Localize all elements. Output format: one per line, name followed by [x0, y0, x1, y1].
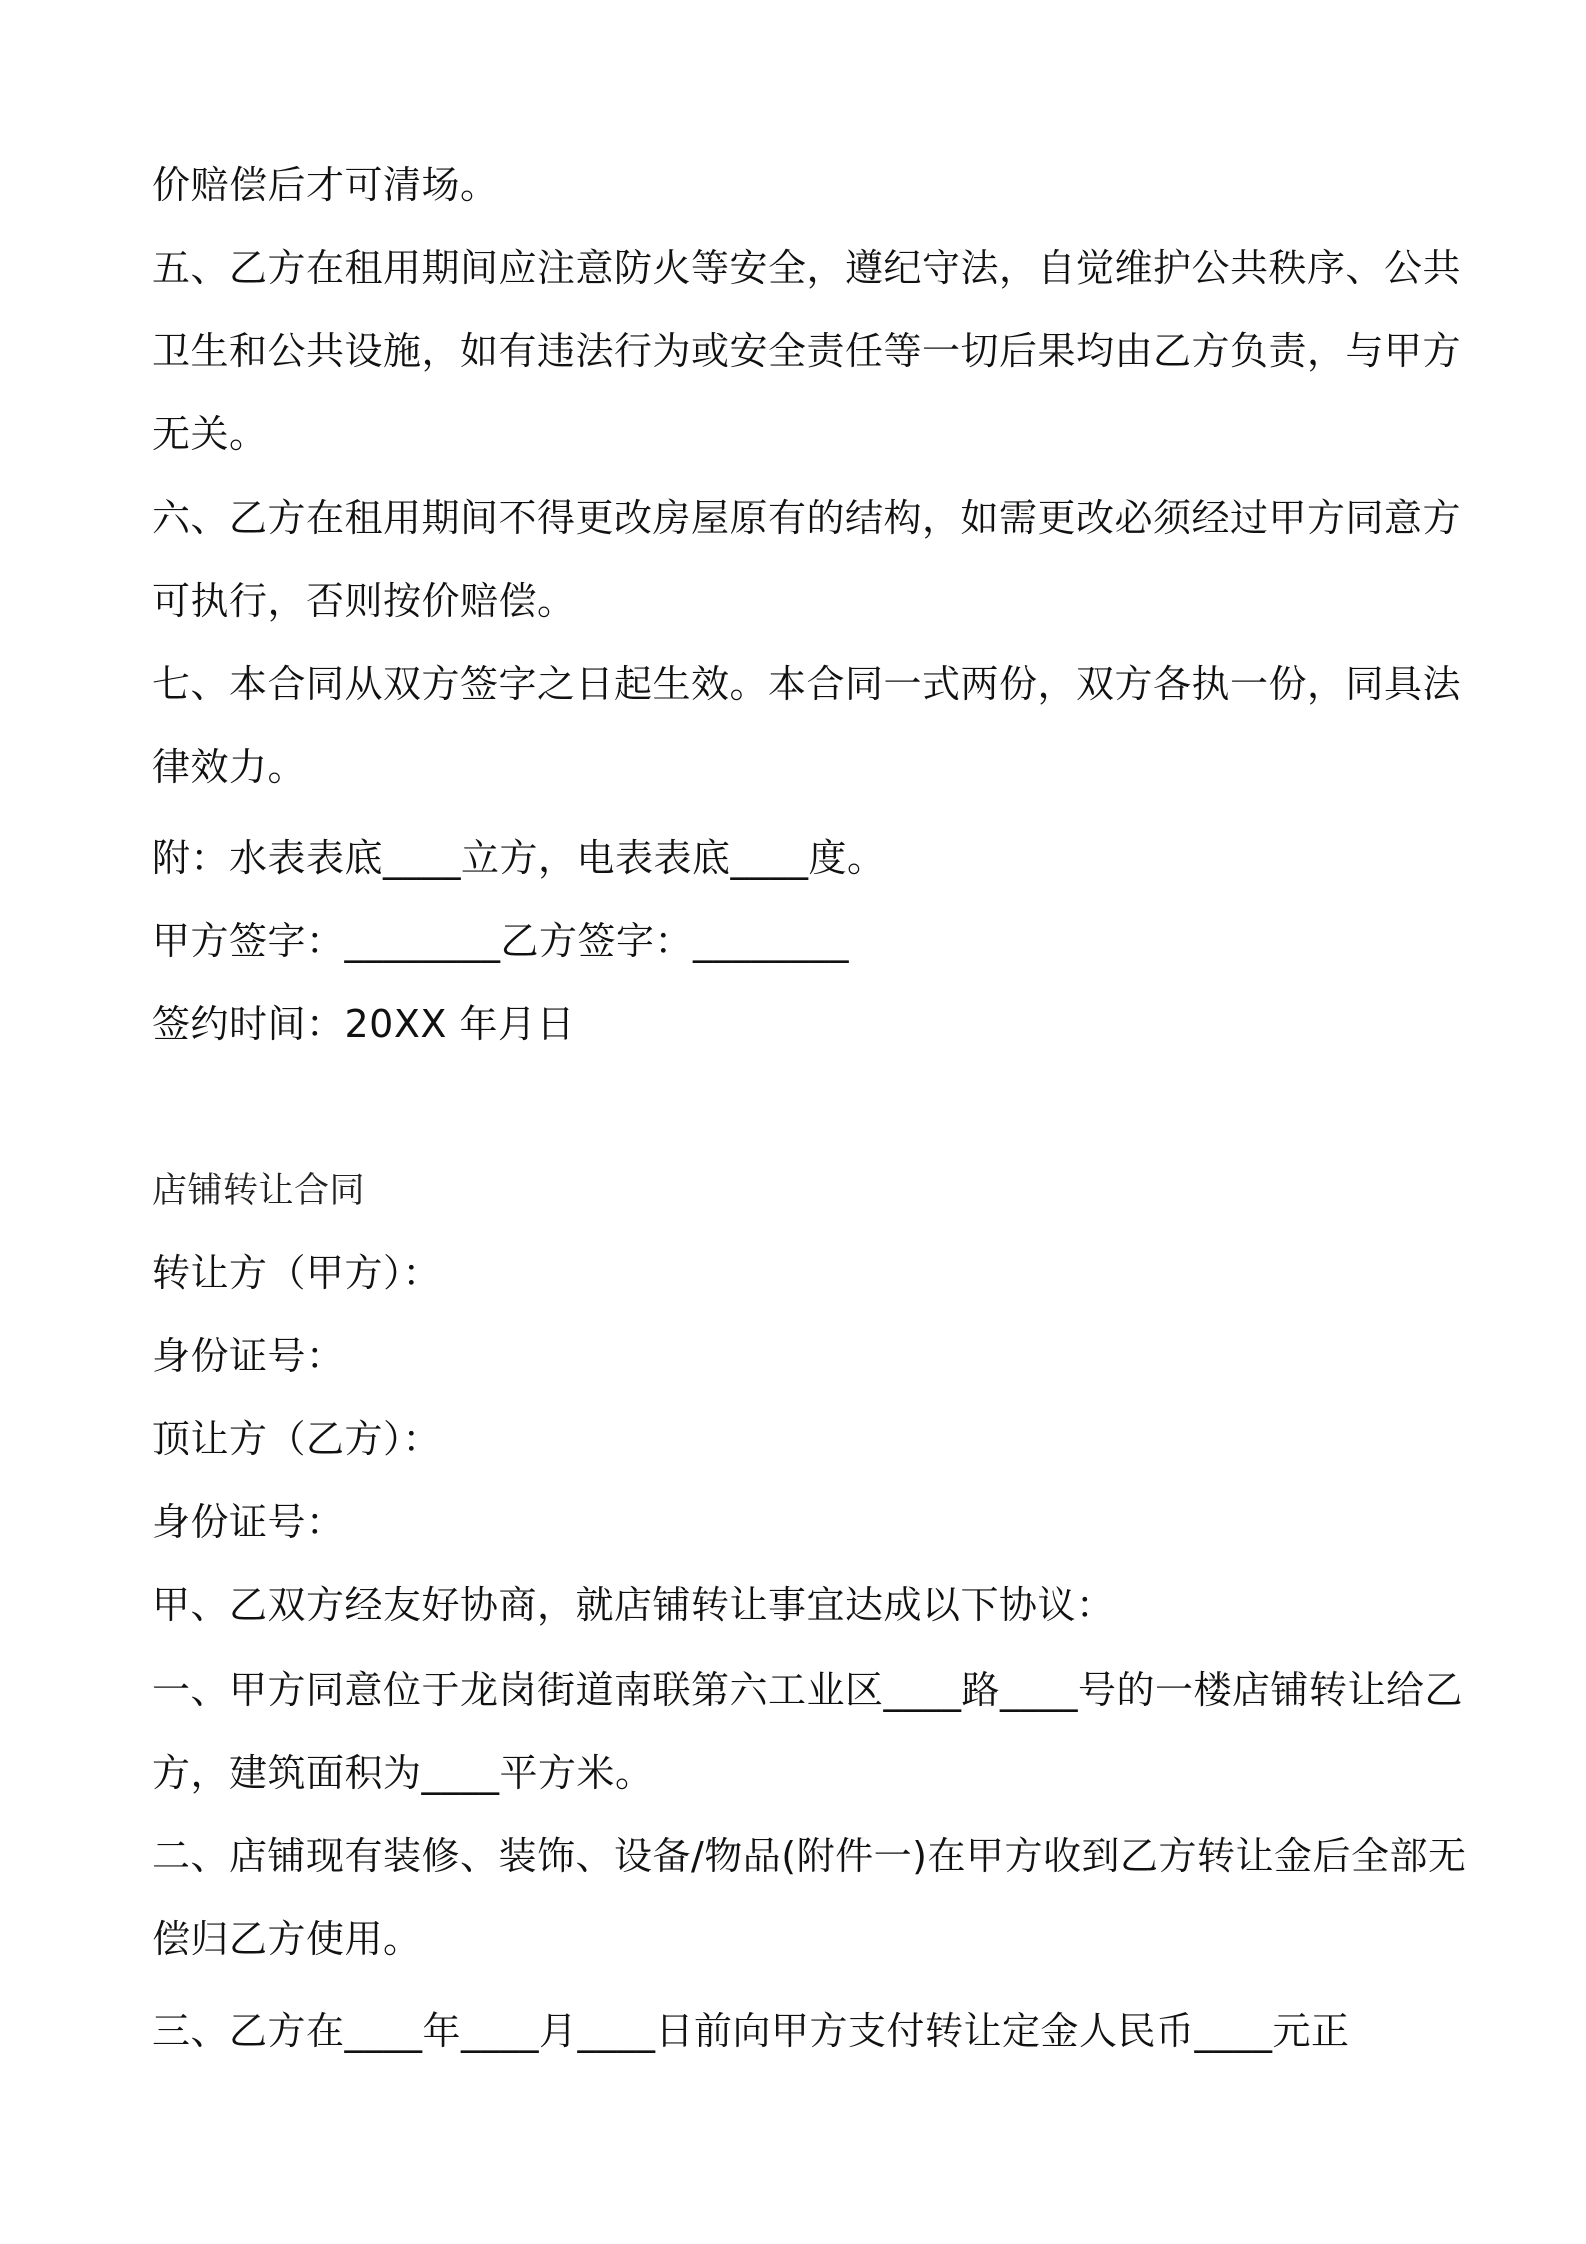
id-number-line: 身份证号：	[152, 1334, 345, 1378]
transferee-line: 顶让方（乙方）：	[152, 1417, 442, 1461]
text-line: 无关。	[152, 412, 268, 456]
section-title: 店铺转让合同	[152, 1171, 366, 1211]
text-line: 六、乙方在租用期间不得更改房屋原有的结构，如需更改必须经过甲方同意方	[152, 496, 1462, 540]
id-number-line: 身份证号：	[152, 1500, 345, 1544]
text-line: 价赔偿后才可清场。	[152, 163, 499, 207]
text-line: 一、甲方同意位于龙岗街道南联第六工业区____路____号的一楼店铺转让给乙	[152, 1668, 1464, 1712]
text-line: 七、本合同从双方签字之日起生效。本合同一式两份，双方各执一份，同具法	[152, 662, 1462, 706]
signature-line: 甲方签字：________乙方签字：________	[152, 919, 850, 963]
signing-date-line: 签约时间：20XX 年月日	[152, 1002, 575, 1046]
text-line: 甲、乙双方经友好协商，就店铺转让事宜达成以下协议：	[152, 1583, 1115, 1627]
text-line: 律效力。	[152, 745, 307, 789]
text-line: 偿归乙方使用。	[152, 1917, 422, 1961]
text-line: 方，建筑面积为____平方米。	[152, 1751, 654, 1795]
text-line: 五、乙方在租用期间应注意防火等安全，遵纪守法，自觉维护公共秩序、公共	[152, 246, 1462, 290]
meter-reading-line: 附：水表表底____立方，电表表底____度。	[152, 836, 886, 880]
text-line: 可执行，否则按价赔偿。	[152, 579, 576, 623]
text-line: 卫生和公共设施，如有违法行为或安全责任等一切后果均由乙方负责，与甲方	[152, 329, 1462, 373]
text-line: 三、乙方在____年____月____日前向甲方支付转让定金人民币____元正	[152, 2009, 1350, 2053]
text-line: 二、店铺现有装修、装饰、设备/物品(附件一)在甲方收到乙方转让金后全部无	[152, 1834, 1467, 1878]
transferor-line: 转让方（甲方）：	[152, 1251, 442, 1295]
